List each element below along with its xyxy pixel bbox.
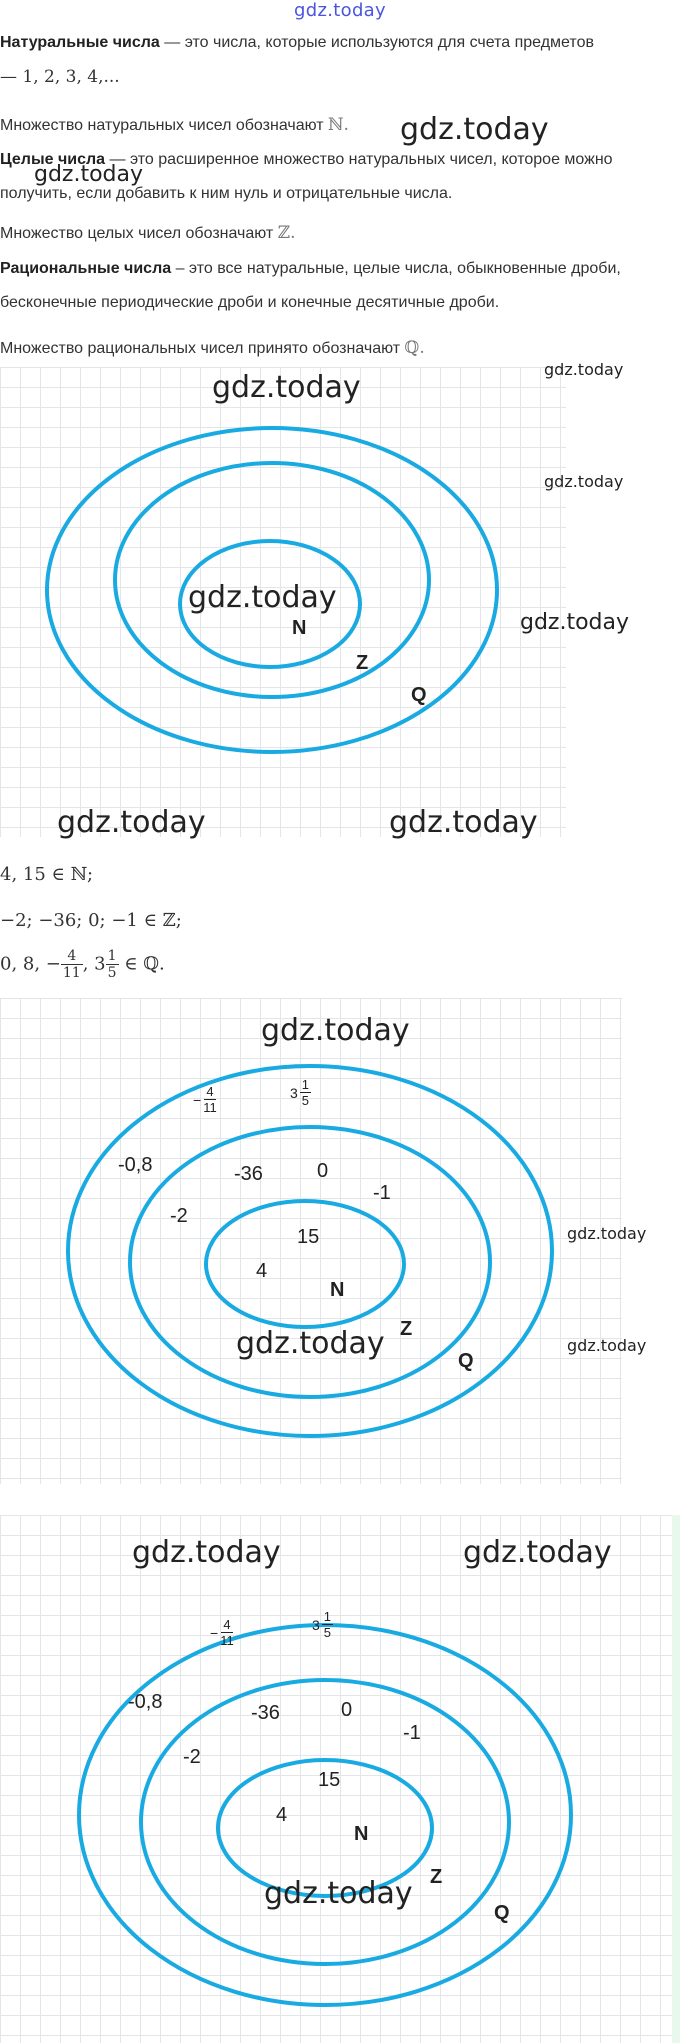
whole-part: 3: [290, 1084, 298, 1101]
watermark: gdz.today: [212, 370, 361, 405]
fraction-denominator: 5: [323, 1625, 332, 1640]
watermark: gdz.today: [567, 1336, 647, 1355]
set-z-label: Z: [400, 1318, 413, 1340]
set-n-label: N: [354, 1823, 369, 1845]
set-q-label: Q: [411, 684, 427, 706]
set-q-circle: [79, 1625, 571, 2005]
fraction-denominator: 11: [220, 1633, 234, 1648]
watermark: gdz.today: [264, 1876, 413, 1911]
integer-set-notation: [0, 216, 676, 251]
math-line-rational-part: 0, 8, −: [0, 953, 61, 975]
number-minus-2: -2: [183, 1746, 201, 1768]
watermark: gdz.today: [463, 1535, 612, 1570]
rational-set-symbol: ℚ.: [404, 338, 425, 358]
mixed-number-3-1-5: [312, 1609, 333, 1640]
natural-numbers-definition: [0, 26, 676, 95]
mixed-number-3-1-5: [290, 1077, 311, 1108]
fraction-numerator: 4: [61, 948, 83, 965]
math-line-rational-part: ∈ ℚ.: [118, 953, 165, 975]
number-0: 0: [317, 1160, 329, 1182]
set-n-circle: [206, 1201, 404, 1327]
fraction-denominator: 11: [203, 1100, 217, 1115]
math-line-integer: −2; −36; 0; −1 ∈ ℤ;: [0, 910, 182, 931]
set-q-circle: [68, 1066, 552, 1436]
set-n-label: N: [292, 617, 307, 639]
number-minus-1: -1: [373, 1182, 391, 1204]
math-line-rational: [0, 948, 165, 981]
number-minus-1: -1: [403, 1722, 421, 1744]
integers-text: — это расширенное множество натуральных чисел, которое можно получить, если добавить к ним нуль и отрицательные числа.: [0, 151, 613, 202]
natural-numbers-example: — 1, 2, 3, 4,...: [0, 67, 120, 87]
watermark: gdz.today: [520, 610, 630, 635]
watermark: gdz.today: [544, 472, 624, 491]
number-minus-36: -36: [234, 1163, 263, 1185]
number-15: 15: [297, 1226, 320, 1248]
rational-set-text: Множество рациональных чисел принято обозначают: [0, 340, 405, 357]
rational-term: Рациональные числа: [0, 260, 172, 277]
integer-set-text: Множество целых чисел обозначают: [0, 225, 278, 242]
fraction: [322, 1609, 333, 1640]
number-minus-0-8: -0,8: [128, 1691, 163, 1713]
fraction: [300, 1077, 311, 1108]
set-z-label: Z: [356, 652, 369, 674]
watermark: gdz.today: [389, 805, 538, 840]
fraction-numerator: 4: [206, 1084, 214, 1099]
number-minus-36: -36: [251, 1702, 280, 1724]
natural-set-symbol: ℕ.: [328, 115, 349, 135]
number-minus-0-8: -0,8: [118, 1154, 153, 1176]
set-q-label: Q: [458, 1350, 474, 1372]
math-line-natural: 4, 15 ∈ ℕ;: [0, 864, 94, 885]
watermark: gdz.today: [567, 1224, 647, 1243]
set-z-circle: [141, 1680, 509, 1964]
watermark: gdz.today: [236, 1326, 385, 1361]
fraction-numerator: 1: [301, 1077, 310, 1092]
fraction-numerator: 1: [107, 948, 117, 964]
number-15: 15: [318, 1769, 341, 1791]
minus-sign: −: [193, 1091, 202, 1108]
fraction: [220, 1617, 234, 1648]
natural-numbers-text: — это числа, которые используются для счета предметов: [159, 34, 594, 51]
fraction: [203, 1084, 217, 1115]
number-4: 4: [256, 1260, 268, 1282]
fraction-neg-4-11: [61, 948, 83, 981]
rational-definition: [0, 252, 676, 320]
fraction-denominator: 11: [62, 965, 81, 981]
fraction-numerator: 4: [223, 1617, 231, 1632]
watermark: gdz.today: [132, 1535, 281, 1570]
watermark: gdz.today: [188, 580, 337, 615]
fraction-1-5: [106, 948, 119, 981]
natural-numbers-term: Натуральные числа: [0, 34, 160, 51]
natural-set-text: Множество натуральных чисел обозначают: [0, 117, 329, 134]
fraction-numerator: 1: [323, 1609, 332, 1624]
set-q-label: Q: [494, 1902, 510, 1924]
integers-term: Целые числа: [0, 151, 106, 168]
set-z-label: Z: [430, 1866, 443, 1888]
watermark: gdz.today: [544, 360, 624, 379]
natural-set-notation: [0, 108, 676, 143]
site-logo[interactable]: gdz.today: [294, 0, 386, 21]
set-n-label: N: [330, 1279, 345, 1301]
math-line-rational-part: , 3: [82, 953, 106, 975]
number-4: 4: [276, 1804, 288, 1826]
page-edge-strip: [672, 1515, 680, 2043]
fraction-neg-4-11: [210, 1617, 234, 1648]
whole-part: 3: [312, 1616, 320, 1633]
watermark: gdz.today: [261, 1013, 410, 1048]
minus-sign: −: [210, 1624, 219, 1641]
watermark: gdz.today: [57, 805, 206, 840]
rational-text: – это все натуральные, целые числа, обыкновенные дроби, бесконечные периодические дроби и конечные десятичные дроби.: [0, 260, 621, 311]
number-0: 0: [341, 1699, 353, 1721]
fraction-neg-4-11: [193, 1084, 217, 1115]
fraction-denominator: 5: [301, 1093, 310, 1108]
number-minus-2: -2: [170, 1205, 188, 1227]
watermark: gdz.today: [400, 112, 549, 147]
watermark: gdz.today: [34, 162, 144, 187]
integer-set-symbol: ℤ.: [277, 223, 296, 243]
fraction-denominator: 5: [107, 965, 117, 981]
